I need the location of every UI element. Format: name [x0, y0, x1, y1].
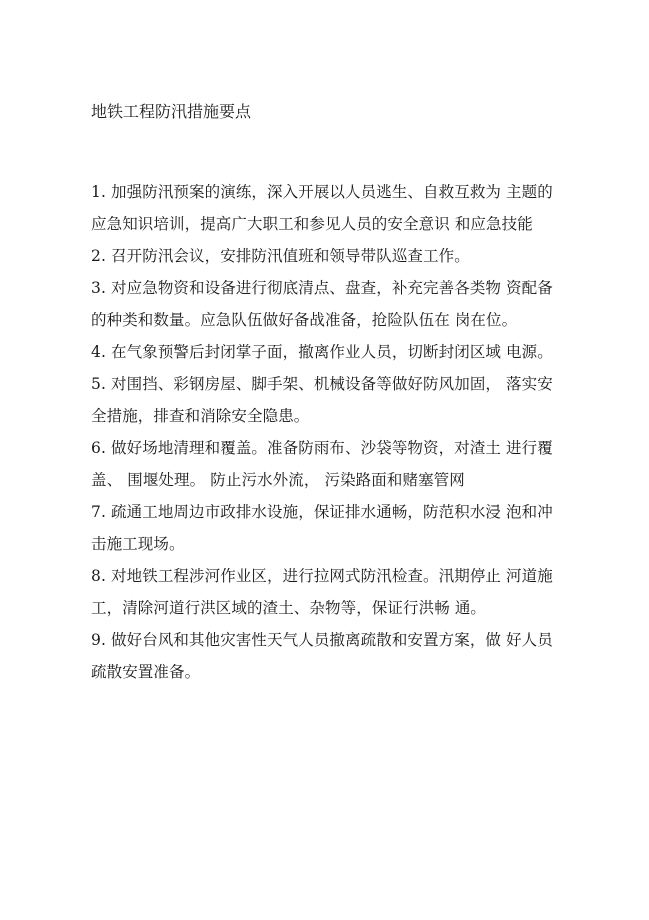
- measure-item-2: 2. 召开防汛会议，安排防汛值班和领导带队巡查工作。: [91, 247, 470, 265]
- measure-item-8: 8. 对地铁工程涉河作业区，进行拉网式防汛检查。汛期停止 河道施工，清除河道行洪区域的渣土、杂物等，保证行洪畅 通。: [91, 567, 553, 617]
- measure-item-6: 6. 做好场地清理和覆盖。准备防雨布、沙袋等物资，对渣土 进行覆盖、 围堰处理。 防止污水外流， 污染路面和赌塞管网: [91, 439, 553, 489]
- measure-item-4: 4. 在气象预警后封闭掌子面，撤离作业人员，切断封闭区域 电源。: [91, 343, 553, 361]
- measure-item-3: 3. 对应急物资和设备进行彻底清点、盘查，补充完善各类物 资配备的种类和数量。应急队伍做好备战准备，抢险队伍在 岗在位。: [91, 279, 553, 329]
- measure-item-1: 1. 加强防汛预案的演练，深入开展以人员逃生、自救互救为 主题的应急知识培训，提高广大职工和参见人员的安全意识 和应急技能: [91, 183, 553, 233]
- measure-item-5: 5. 对围挡、彩钢房屋、脚手架、机械设备等做好防风加固， 落实安全措施，排查和消除安全隐患。: [91, 375, 553, 425]
- document-title: 地铁工程防汛措施要点: [91, 102, 252, 121]
- measures-list: [91, 176, 561, 688]
- measure-item-9: 9. 做好台风和其他灾害性天气人员撤离疏散和安置方案，做 好人员疏散安置准备。: [91, 631, 553, 681]
- measure-item-7: 7. 疏通工地周边市政排水设施，保证排水通畅，防范积水浸 泡和冲击施工现场。: [91, 503, 553, 553]
